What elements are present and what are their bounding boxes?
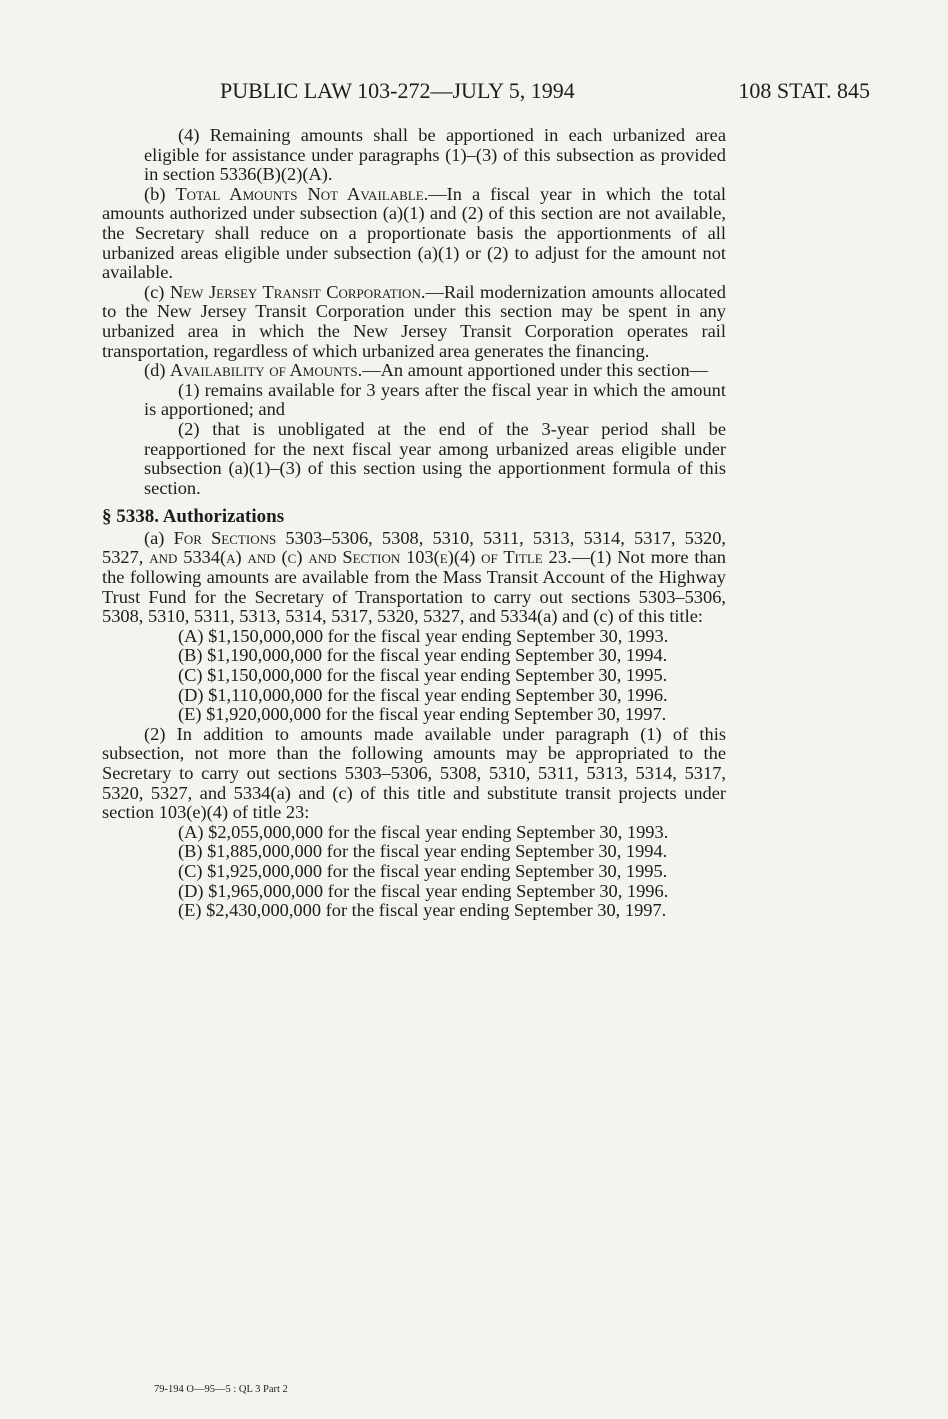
subsection-c [102,283,726,361]
list-item: (E) $1,920,000,000 for the fiscal year ending September 30, 1997. [178,704,667,725]
page-header [100,78,870,112]
page-body [102,126,726,921]
subsection-d-text: —An amount apportioned under this section— [362,360,709,381]
list-item: (D) $1,965,000,000 for the fiscal year ending September 30, 1996. [178,880,669,901]
list-item: (E) $2,430,000,000 for the fiscal year ending September 30, 1997. [178,900,667,921]
subsection-b-label: (b) [144,183,176,204]
subsection-c-label: (c) [144,281,170,302]
section-heading: § 5338. Authorizations [102,506,285,528]
subsection-a [102,529,726,627]
list-item: (B) $1,190,000,000 for the fiscal year ending September 30, 1994. [178,645,668,666]
list-item: (A) $1,150,000,000 for the fiscal year ending September 30, 1993. [178,625,669,646]
subsection-d [102,361,726,381]
header-title: PUBLIC LAW 103-272—JULY 5, 1994 [220,78,575,103]
paragraph-4: (4) Remaining amounts shall be apportioned in each urbanized area eligible for assistance under paragraphs (1)–(3) of this subsection as provided in section 5336(B)(2)(A). [144,125,726,185]
subsection-c-heading: New Jersey Transit Corporation. [169,281,426,302]
subsection-a-paragraph-1: —(1) Not more than the following amounts are available from the Mass Transit Account of the Highway Trust Fund for the Secretary of Transportation to carry out sections 5303–5306, 5308, 5310, 5311, 5313, 5314, 5317, 5320, 5327, and 5334(a) and (c) of this title: [102,547,727,627]
subsection-b-text: —In a fiscal year in which the total amounts authorized under subsection (a)(1) and (2) of this section are not available, the Secretary shall reduce on a proportionate basis the apportionments of all urbanized areas eligible under subsection (a)(1) or (2) to adjust for the amount not available. [102,183,726,283]
list-item: (B) $1,885,000,000 for the fiscal year ending September 30, 1994. [178,841,668,862]
subsection-d-heading: Availability of Amounts. [170,360,363,381]
subsection-b-heading: Total Amounts Not Available. [175,183,429,204]
list-item: (A) $2,055,000,000 for the fiscal year ending September 30, 1993. [178,821,669,842]
subsection-a-paragraph-2: (2) In addition to amounts made available under paragraph (1) of this subsection, not more than the following amounts may be appropriated to the Secretary to carry out sections 5303–5306, 5308, 5310, 5311, 5313, 5314, 5317, 5320, 5327, and 5334(a) and (c) of this title and substitute transit projects under section 103(e)(4) of title 23: [102,723,726,823]
subsection-c-text: —Rail modernization amounts allocated to the New Jersey Transit Corporation under this section may be spent in any urbanized area in which the New Jersey Transit Corporation operates rail transportation, regardless of which urbanized area generates the financing. [102,281,726,361]
subsection-a-heading: For Sections 5303–5306, 5308, 5310, 5311, 5313, 5314, 5317, 5320, 5327, and 5334(a) and (c) and Section 103(e)(4) of Title 23. [102,527,727,568]
subsection-d-item-1: (1) remains available for 3 years after the fiscal year in which the amount is apportioned; and [144,379,726,420]
subsection-b [102,185,726,283]
list-item: (D) $1,110,000,000 for the fiscal year ending September 30, 1996. [178,684,668,705]
subsection-d-item-2: (2) that is unobligated at the end of the 3-year period shall be reapportioned for the next fiscal year among urbanized areas eligible under subsection (a)(1)–(3) of this section using the apportionment formula of this section. [144,418,726,498]
header-stat-number: 108 STAT. 845 [738,78,870,103]
list-item: (C) $1,150,000,000 for the fiscal year ending September 30, 1995. [178,665,668,686]
subsection-d-label: (d) [144,360,171,381]
subsection-a-label: (a) [144,527,174,548]
page-footer-code: 79-194 O—95—5 : QL 3 Part 2 [154,1384,288,1395]
list-item: (C) $1,925,000,000 for the fiscal year ending September 30, 1995. [178,860,668,881]
